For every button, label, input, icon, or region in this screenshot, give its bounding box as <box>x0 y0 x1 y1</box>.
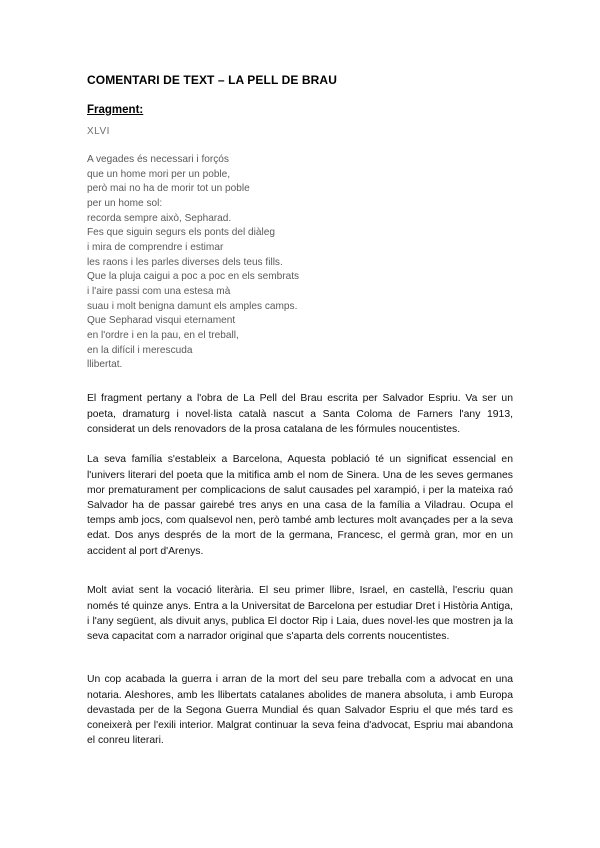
body-paragraph: Un cop acabada la guerra i arran de la mort del seu pare treballa com a advocat en una notaria. Aleshores, amb les llibertats catalanes abolides de manera absoluta, i amb Europa devastada per de la Segona Guerra Mundial és quan Salvador Espriu el que més tard es coneixerà per l'exili interior. Malgrat continuar la seva feina d'advocat, Espriu mai abandona el conreu literari. <box>87 674 513 747</box>
poem-line: que un home mori per un poble, <box>87 168 231 180</box>
poem-line: recorda sempre això, Sepharad. <box>87 212 232 224</box>
poem-line: Que Sepharad visqui eternament <box>87 315 236 327</box>
poem-text <box>87 153 299 373</box>
poem-line: en l'ordre i en la pau, en el treball, <box>87 329 239 341</box>
poem-line: i l'aire passi com una estesa mà <box>87 285 231 297</box>
poem-line: en la difícil i merescuda <box>87 344 193 356</box>
body-paragraph: El fragment pertany a l'obra de La Pell del Brau escrita per Salvador Espriu. Va ser un poeta, dramaturg i novel·lista català nascut a Santa Coloma de Farners l'any 1913, considerat un dels renovadors de la prosa catalana de les fórmules noucentistes. <box>87 393 513 435</box>
fragment-heading: Fragment: <box>87 104 144 116</box>
poem-line: Que la pluja caigui a poc a poc en els sembrats <box>87 271 300 283</box>
poem-number: XLVI <box>87 126 110 137</box>
poem-line: però mai no ha de morir tot un poble <box>87 183 250 195</box>
poem-line: per un home sol: <box>87 197 163 209</box>
poem-line: A vegades és necessari i forçós <box>87 154 229 165</box>
poem-line: Fes que siguin segurs els ponts del diàleg <box>87 227 275 239</box>
body-paragraph: Molt aviat sent la vocació literària. El seu primer llibre, Israel, en castellà, l'escriu quan només té quinze anys. Entra a la Universitat de Barcelona per estudiar Dret i Història Antiga, i l'any següent, als divuit anys, publica El doctor Rip i Laia, dues novel·les que mostren ja la seva capacitat com a narrador original que s'aparta dels corrents noucentistes. <box>87 585 513 642</box>
document-title: COMENTARI DE TEXT – LA PELL DE BRAU <box>87 73 337 87</box>
body-paragraph: La seva família s'estableix a Barcelona, Aquesta població té un significat essencial en l'univers literari del poeta que la mitifica amb el nom de Sinera. Una de les seves germanes mor prematurament per complicacions de salut causades pel xarampió, i per la mateixa raó Salvador ha de passar gairebé tres anys en una casa de la família a Viladrau. Ocupa el temps amb jocs, com qualsevol nen, però també amb lectures molt avançades per a la seva edat. Dos anys després de la mort de la germana, Francesc, el germà gran, mor en un accident al port d'Arenys. <box>87 454 513 557</box>
poem-line: les raons i les parles diverses dels teus fills. <box>87 256 283 268</box>
poem-line: llibertat. <box>87 359 123 371</box>
poem-line: suau i molt benigna damunt els amples camps. <box>87 300 298 312</box>
poem-line: i mira de comprendre i estimar <box>87 241 224 253</box>
